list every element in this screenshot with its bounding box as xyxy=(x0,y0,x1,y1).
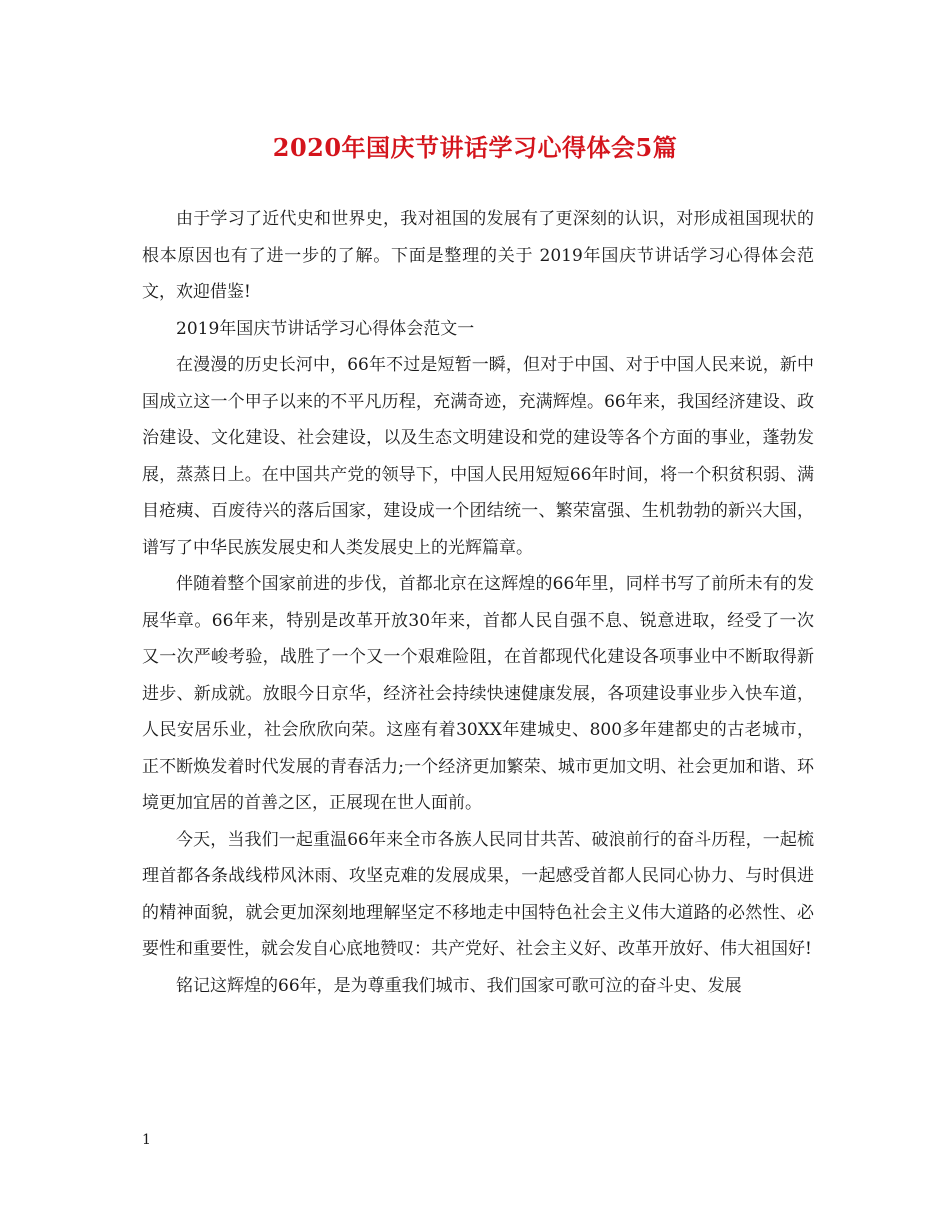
document-title: 2020年国庆节讲话学习心得体会5篇 xyxy=(272,133,678,162)
page-number: 1 xyxy=(142,1132,151,1148)
section-heading: 2019年国庆节讲话学习心得体会范文一 xyxy=(176,318,475,339)
body-paragraph: 铭记这辉煌的66年，是为尊重我们城市、我们国家可歌可泣的奋斗史、发展 xyxy=(176,975,742,996)
body-paragraph: 伴随着整个国家前进的步伐，首都北京在这辉煌的66年里，同样书写了前所未有的发展华章。66年来，特别是改革开放30年来，首都人民自强不息、锐意进取，经受了一次又一次严峻考验，战胜了一个又一个艰难险阻，在首都现代化建设各项事业中不断取得新进步、新成就。放眼今日京华，经济社会持续快速健康发展，各项建设事业步入快车道，人民安居乐业，社会欣欣向荣。这座有着30XX年建城史、800多年建都史的古老城市，正不断焕发着时代发展的青春活力;一个经济更加繁荣、城市更加文明、社会更加和谐、环境更加宜居的首善之区，正展现在世人面前。 xyxy=(142,574,814,813)
document-body xyxy=(142,201,814,1004)
body-paragraph: 今天，当我们一起重温66年来全市各族人民同甘共苦、破浪前行的奋斗历程，一起梳理首都各条战线栉风沐雨、攻坚克难的发展成果，一起感受首都人民同心协力、与时俱进的精神面貌，就会更加深刻地理解坚定不移地走中国特色社会主义伟大道路的必然性、必要性和重要性，就会发自心底地赞叹：共产党好、社会主义好、改革开放好、伟大祖国好! xyxy=(142,829,814,959)
body-paragraph: 在漫漫的历史长河中，66年不过是短暂一瞬，但对于中国、对于中国人民来说，新中国成立这一个甲子以来的不平凡历程，充满奇迹，充满辉煌。66年来，我国经济建设、政治建设、文化建设、社会建设，以及生态文明建设和党的建设等各个方面的事业，蓬勃发展，蒸蒸日上。在中国共产党的领导下，中国人民用短短66年时间，将一个积贫积弱、满目疮痍、百废待兴的落后国家，建设成一个团结统一、繁荣富强、生机勃勃的新兴大国，谱写了中华民族发展史和人类发展史上的光辉篇章。 xyxy=(142,355,814,558)
intro-paragraph: 由于学习了近代史和世界史，我对祖国的发展有了更深刻的认识，对形成祖国现状的根本原因也有了进一步的了解。下面是整理的关于 2019年国庆节讲话学习心得体会范文，欢迎借鉴! xyxy=(142,209,814,302)
